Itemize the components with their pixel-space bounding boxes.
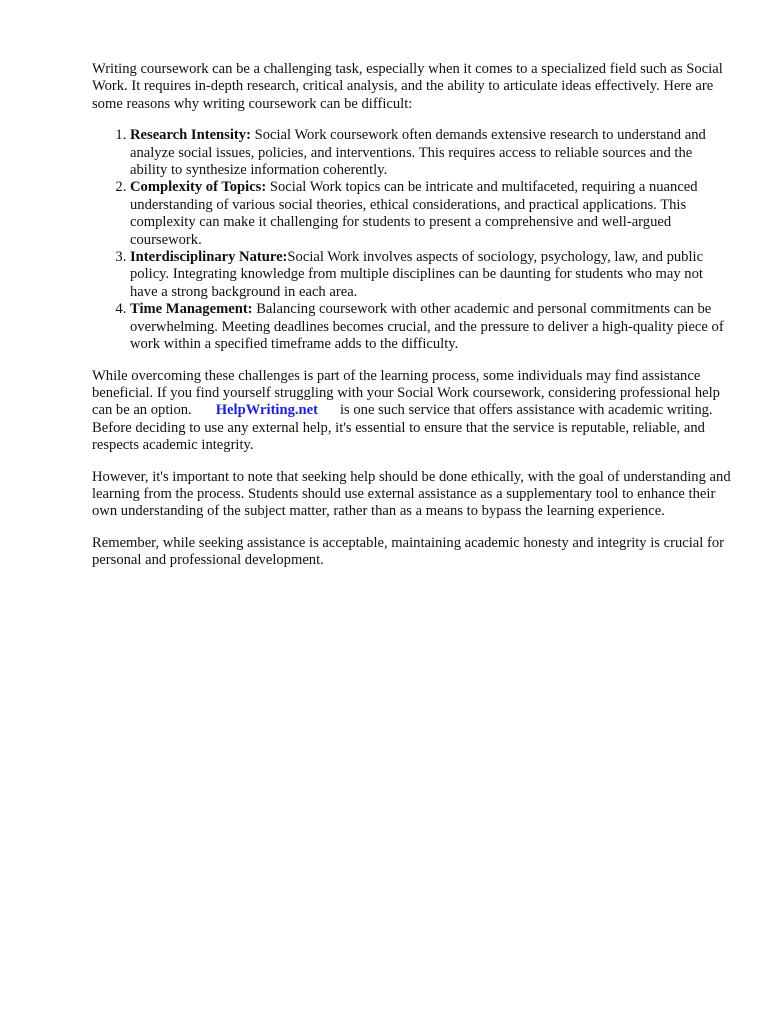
list-item-title: Time Management:: [130, 301, 253, 318]
assistance-text-after: is one such service that offers assistance with academic writing. Before deciding to use any external help, it's essential to ensure that the service is reputable, reliable, and respects academic integrity.: [92, 402, 713, 454]
list-item-text: Social Work involves aspects of sociology, psychology, law, and public policy. Integrating knowledge from multiple disciplines can be daunting for students who may not have a strong background in each area.: [130, 249, 704, 300]
list-item-interdisciplinary-nature: [130, 249, 732, 301]
list-item-text: Social Work coursework often demands extensive research to understand and analyze social issues, policies, and interventions. This requires access to reliable sources and the ability to synthesize information coherently.: [130, 127, 706, 179]
assistance-text-before: While overcoming these challenges is part of the learning process, some individuals may find assistance beneficial. If you find yourself struggling with your Social Work coursework, considering professional help can be an option.: [92, 367, 720, 419]
list-item-text: Social Work topics can be intricate and multifaceted, requiring a nuanced understanding of various social theories, ethical considerations, and practical applications. This complexity can make it challenging for students to present a comprehensive and well-argued coursework.: [130, 179, 698, 248]
list-item-title: Interdisciplinary Nature:: [130, 249, 288, 266]
list-item-time-management: [130, 301, 732, 353]
closing-paragraph: Remember, while seeking assistance is acceptable, maintaining academic honesty and integrity is crucial for personal and professional development.: [92, 534, 724, 569]
ethics-paragraph: However, it's important to note that seeking help should be done ethically, with the goal of understanding and learning from the process. Students should use external assistance as a supplementary tool to enhance their own understanding of the subject matter, rather than as a means to bypass the learning experience.: [92, 468, 731, 520]
list-item-title: Complexity of Topics:: [130, 179, 267, 196]
list-item-research-intensity: [130, 127, 732, 179]
list-item-text: Balancing coursework with other academic and personal commitments can be overwhelming. Meeting deadlines becomes crucial, and the pressure to deliver a high-quality piece of work within a specified timeframe adds to the difficulty.: [130, 301, 724, 353]
helpwriting-link[interactable]: HelpWriting.net: [215, 402, 318, 419]
document-page: [92, 61, 732, 584]
list-item-title: Research Intensity:: [130, 127, 251, 144]
list-item-complexity-of-topics: [130, 179, 732, 249]
assistance-paragraph: [92, 368, 732, 455]
difficulty-list: [92, 127, 732, 353]
intro-paragraph: Writing coursework can be a challenging task, especially when it comes to a specialized field such as Social Work. It requires in-depth research, critical analysis, and the ability to articulate ideas effectively. Here are some reasons why writing coursework can be difficult:: [92, 61, 723, 112]
